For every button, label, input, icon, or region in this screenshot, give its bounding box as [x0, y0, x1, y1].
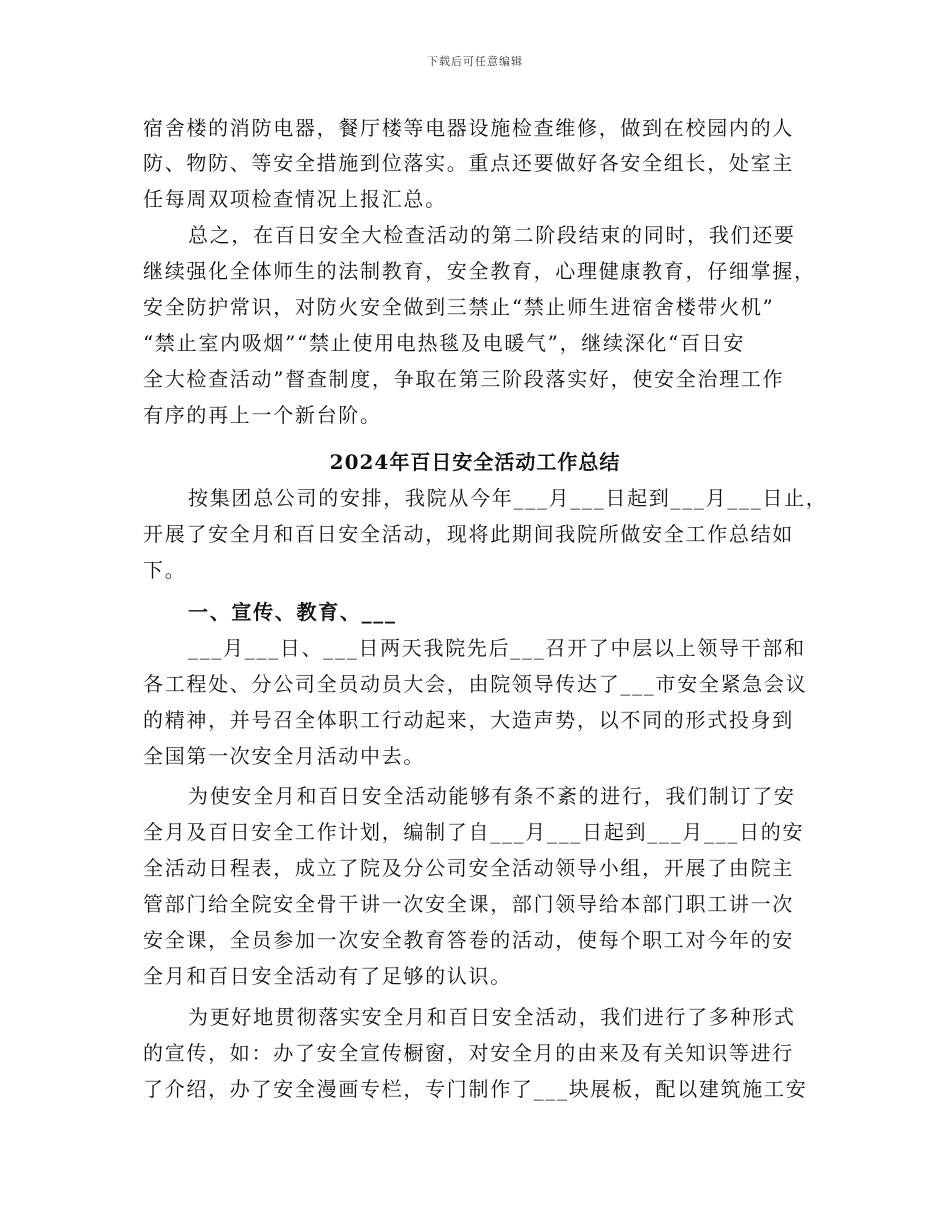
paragraph-line: 管部门给全院安全骨干讲一次安全课，部门领导给本部门职工讲一次 [143, 892, 794, 916]
paragraph-line: 全月及百日安全工作计划，编制了自___月___日起到___月___日的安 [143, 820, 805, 844]
paragraph-line: ___月___日、___日两天我院先后___召开了中层以上领导干部和 [188, 636, 806, 660]
paragraph-line: 了介绍，办了安全漫画专栏，专门制作了___块展板，配以建筑施工安 [143, 1077, 808, 1101]
paragraph-line: 的宣传，如：办了安全宣传橱窗，对安全月的由来及有关知识等进行 [143, 1041, 794, 1065]
paragraph-line: 有序的再上一个新台阶。 [143, 403, 382, 427]
subsection-heading: 一、宣传、教育、___ [188, 600, 397, 624]
paragraph-line: 为使安全月和百日安全活动能够有条不紊的进行，我们制订了安 [188, 784, 796, 808]
paragraph-line: 开展了安全月和百日安全活动，现将此期间我院所做安全工作总结如 [143, 522, 794, 546]
paragraph-line: 各工程处、分公司全员动员大会，由院领导传达了___市安全紧急会议 [143, 672, 808, 696]
section-title: 2024年百日安全活动工作总结 [329, 450, 621, 474]
paragraph-line: 下。 [143, 558, 187, 582]
paragraph-line: 安全防护常识，对防火安全做到三禁止“禁止师生进宿舍楼带火机” [143, 295, 775, 319]
paragraph-line: 全国第一次安全月活动中去。 [143, 744, 426, 768]
paragraph-line: 防、物防、等安全措施到位落实。重点还要做好各安全组长，处室主 [143, 151, 794, 175]
paragraph-line: 全活动日程表，成立了院及分公司安全活动领导小组，开展了由院主 [143, 856, 794, 880]
paragraph-line: 任每周双项检查情况上报汇总。 [143, 187, 447, 211]
page-header-note: 下载后可任意编辑 [427, 55, 523, 68]
paragraph-line: “禁止室内吸烟”“禁止使用电热毯及电暖气”，继续深化“百日安 [143, 331, 746, 355]
paragraph-line: 安全课，全员参加一次安全教育答卷的活动，使每个职工对今年的安 [143, 928, 794, 952]
paragraph-line: 按集团总公司的安排，我院从今年___月___日起到___月___日止， [188, 486, 828, 510]
paragraph-line: 全大检查活动”督查制度，争取在第三阶段落实好，使安全治理工作 [143, 367, 785, 391]
paragraph-line: 的精神，并号召全体职工行动起来，大造声势，以不同的形式投身到 [143, 708, 794, 732]
paragraph-line: 全月和百日安全活动有了足够的认识。 [143, 964, 512, 988]
paragraph-line: 宿舍楼的消防电器，餐厅楼等电器设施检查维修，做到在校园内的人 [143, 116, 794, 140]
paragraph-line: 继续强化全体师生的法制教育，安全教育，心理健康教育，仔细掌握， [143, 259, 816, 283]
paragraph-line: 为更好地贯彻落实安全月和百日安全活动，我们进行了多种形式 [188, 1005, 796, 1029]
paragraph-line: 总之，在百日安全大检查活动的第二阶段结束的同时，我们还要 [188, 223, 796, 247]
